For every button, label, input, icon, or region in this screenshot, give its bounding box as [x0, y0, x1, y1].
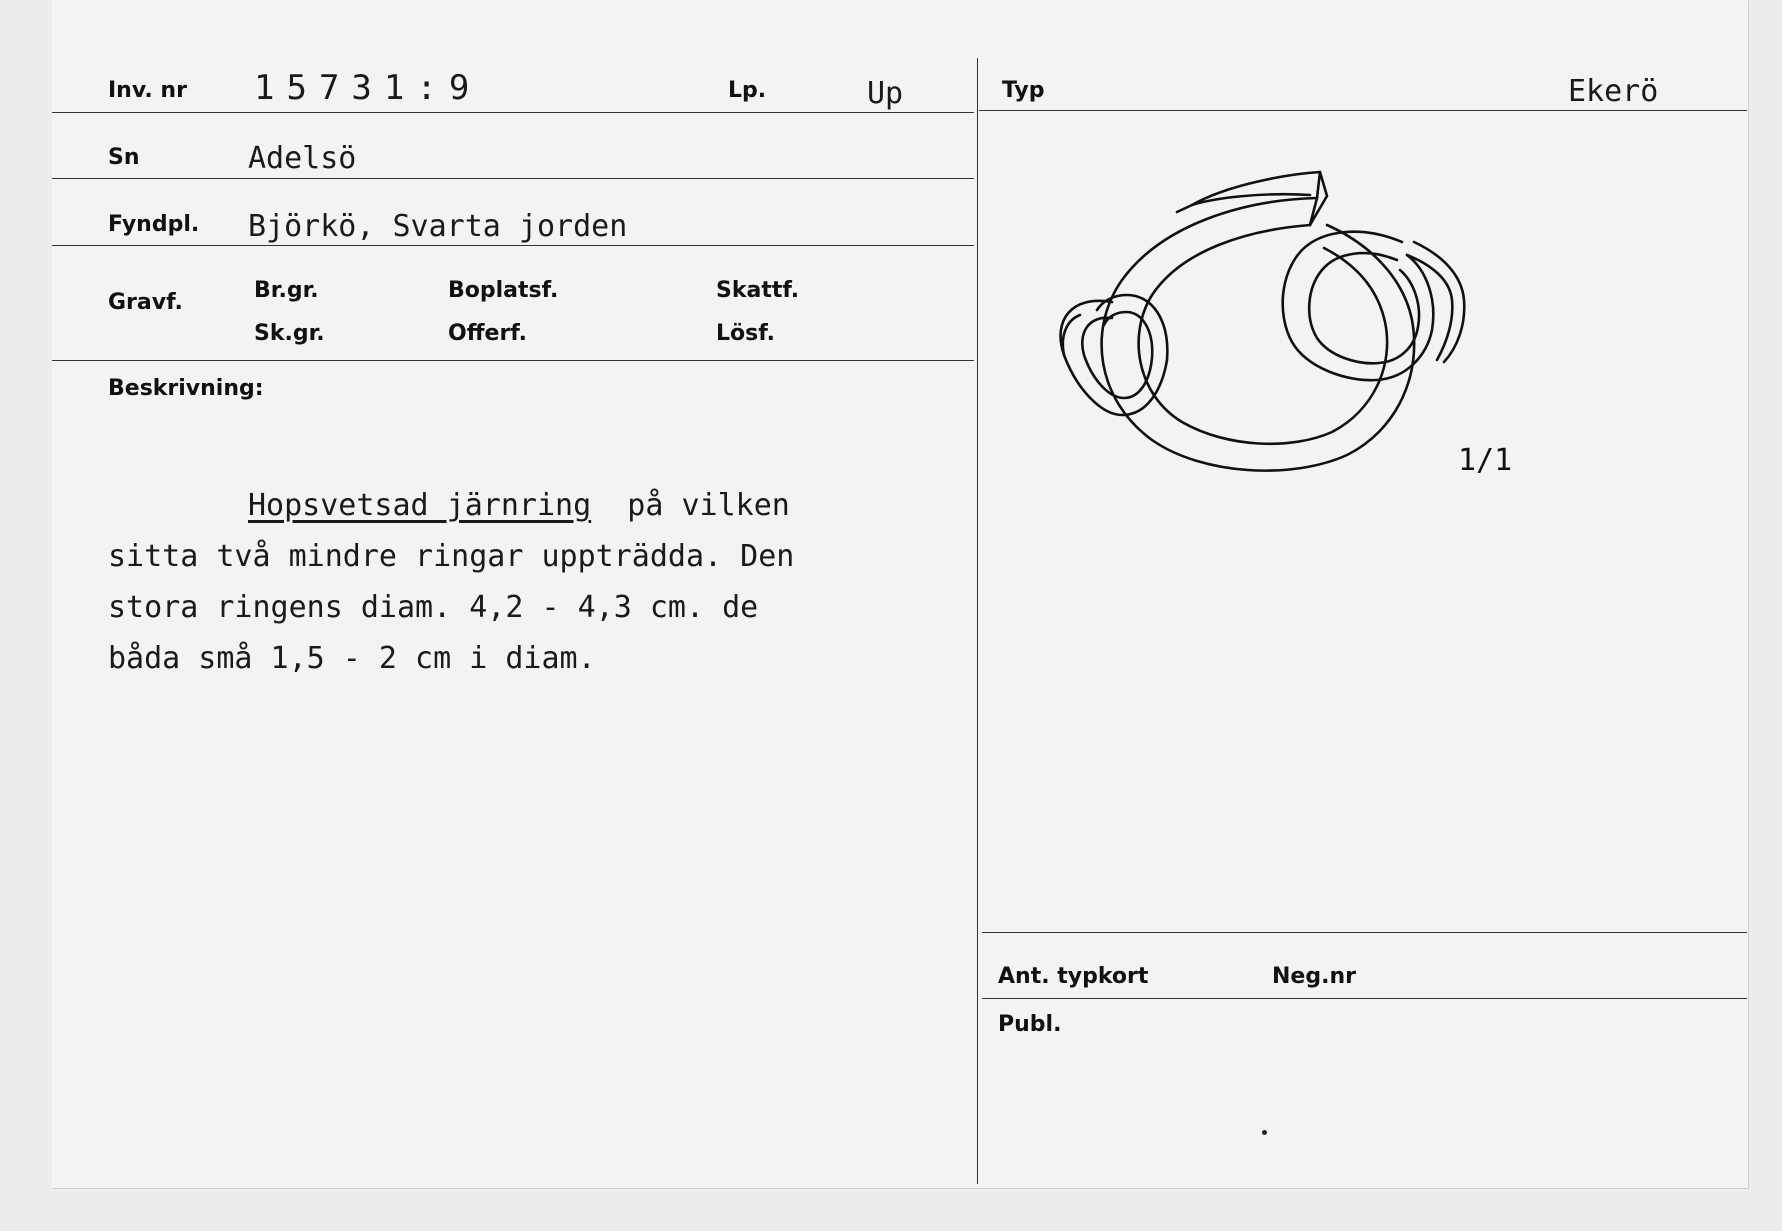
inv-value: 15731:9 [254, 68, 482, 108]
typ-label: Typ [1002, 78, 1045, 103]
description-line-2: sitta två mindre ringar uppträdda. Den [108, 539, 795, 574]
rule-inv [52, 112, 974, 113]
gravf-label: Gravf. [108, 290, 183, 315]
skattf-label: Skattf. [716, 278, 800, 303]
description-line-1 [108, 480, 928, 531]
description-title: Hopsvetsad järnring [248, 488, 592, 523]
rule-typ [979, 110, 1747, 111]
catalog-card [52, 0, 1748, 1188]
negnr-label: Neg.nr [1272, 964, 1356, 989]
ring-drawing [1052, 170, 1512, 510]
description-line-1-rest: på vilken [627, 488, 790, 523]
rule-ant [982, 932, 1747, 933]
ant-typkort-label: Ant. typkort [998, 964, 1149, 989]
losf-label: Lösf. [716, 321, 775, 346]
inv-label: Inv. nr [108, 78, 187, 103]
rule-gravf [52, 360, 974, 361]
ink-dot [1262, 1130, 1267, 1135]
rule-publ [982, 998, 1747, 999]
typ-value: Ekerö [1568, 74, 1659, 109]
description-text [108, 480, 928, 684]
description-line-3: stora ringens diam. 4,2 - 4,3 cm. de [108, 590, 759, 625]
beskrivning-label: Beskrivning: [108, 376, 264, 401]
publ-label: Publ. [998, 1012, 1062, 1037]
skgr-label: Sk.gr. [254, 321, 325, 346]
offerf-label: Offerf. [448, 321, 528, 346]
fyndpl-value: Björkö, Svarta jorden [248, 209, 628, 244]
lp-value: Up [867, 76, 904, 111]
rule-sn [52, 178, 974, 179]
lp-label: Lp. [728, 78, 767, 103]
sn-label: Sn [108, 145, 140, 170]
boplatsf-label: Boplatsf. [448, 278, 559, 303]
fyndpl-label: Fyndpl. [108, 212, 200, 237]
column-divider [977, 58, 978, 1184]
scale-label: 1/1 [1458, 443, 1512, 478]
rule-fyndpl [52, 245, 974, 246]
sn-value: Adelsö [248, 141, 357, 176]
description-line-4: båda små 1,5 - 2 cm i diam. [108, 641, 596, 676]
brgr-label: Br.gr. [254, 278, 319, 303]
